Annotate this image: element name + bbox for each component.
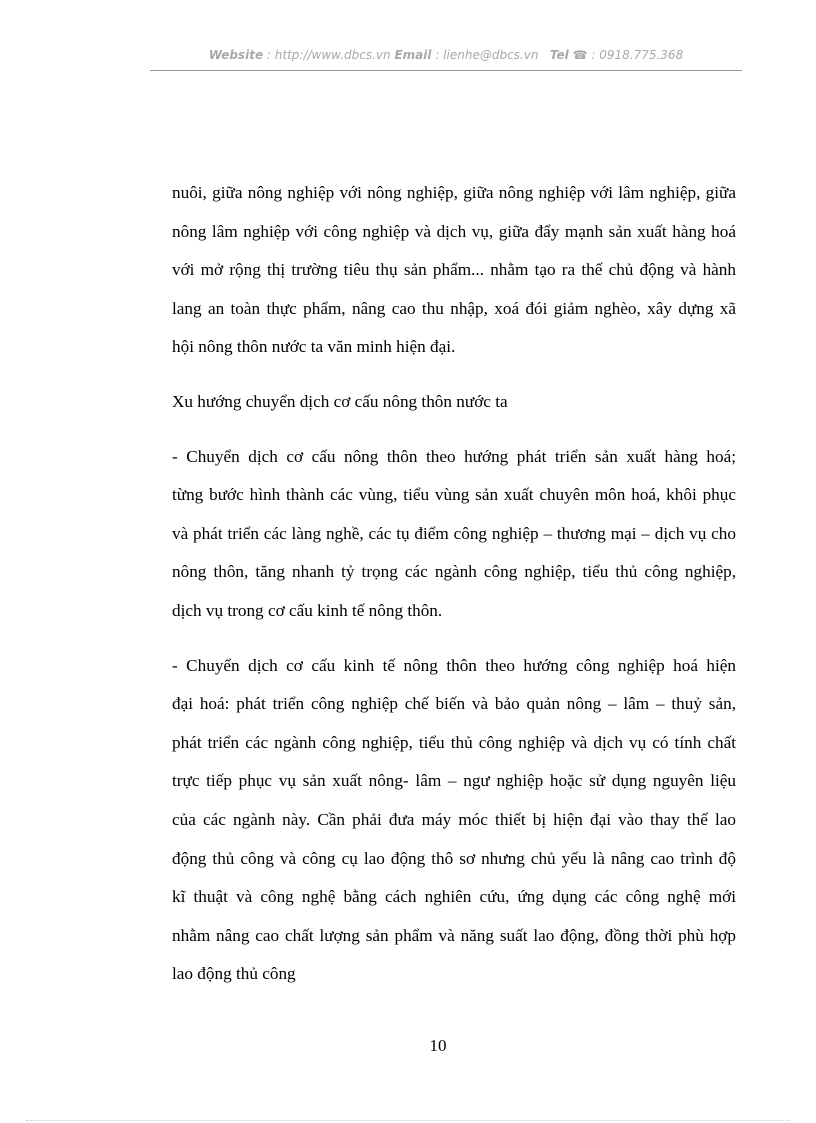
website-label: Website — [208, 48, 264, 62]
text-line: đại hoá: phát triển công nghiệp chế biến và bảo quản nông – lâm – thuỷ sản, — [172, 694, 736, 714]
paragraph — [172, 383, 736, 422]
text-line: nông lâm nghiệp với công nghiệp và dịch vụ, giữa đẩy mạnh sản xuất hàng hoá — [172, 221, 736, 241]
text-line: với mở rộng thị trường tiêu thụ sản phẩm... nhằm tạo ra thế chủ động và hành — [172, 260, 736, 280]
text-line: Xu hướng chuyển dịch cơ cấu nông thôn nước ta — [172, 391, 508, 411]
paragraph — [172, 174, 736, 367]
text-line: lao động thủ công — [172, 964, 296, 984]
text-line: nuôi, giữa nông nghiệp với nông nghiệp, giữa nông nghiệp với lâm nghiệp, giữa — [172, 183, 736, 202]
page-number: 10 — [429, 1036, 447, 1055]
email-address: : lienhe@dbcs.vn — [435, 48, 539, 62]
tel-label: Tel — [549, 48, 569, 62]
text-line: nhằm nâng cao chất lượng sản phẩm và năng suất lao động, đồng thời phù hợp — [172, 925, 736, 945]
text-line: dịch vụ trong cơ cấu kinh tế nông thôn. — [172, 600, 443, 620]
website-url: : http://www.dbcs.vn — [266, 48, 391, 62]
text-line: động thủ công và công cụ lao động thô sơ nhưng chủ yếu là nâng cao trình độ — [172, 848, 736, 868]
text-line: - Chuyển dịch cơ cấu kinh tế nông thôn theo hướng công nghiệp hoá hiện — [172, 655, 736, 675]
text-line: trực tiếp phục vụ sản xuất nông- lâm – ngư nghiệp hoặc sử dụng nguyên liệu — [172, 771, 736, 791]
email-label: Email — [394, 48, 432, 62]
text-line: và phát triển các làng nghề, các tụ điểm công nghiệp – thương mại – dịch vụ cho — [172, 523, 736, 543]
text-line: nông thôn, tăng nhanh tỷ trọng các ngành công nghiệp, tiểu thủ công nghiệp, — [172, 562, 736, 582]
page-header — [150, 48, 742, 62]
text-line: lang an toàn thực phẩm, nâng cao thu nhập, xoá đói giảm nghèo, xây dựng xã — [172, 298, 736, 318]
header-divider — [150, 70, 742, 71]
footer-divider — [26, 1120, 790, 1121]
tel-number: ☎ : 0918.775.368 — [572, 48, 684, 62]
text-line: từng bước hình thành các vùng, tiểu vùng sản xuất chuyên môn hoá, khôi phục — [172, 485, 736, 505]
text-line: phát triển các ngành công nghiệp, tiểu thủ công nghiệp và dịch vụ có tính chất — [172, 732, 736, 752]
body-text — [172, 174, 736, 994]
paragraph — [172, 438, 736, 631]
paragraph — [172, 647, 736, 994]
text-line: - Chuyển dịch cơ cấu nông thôn theo hướng phát triển sản xuất hàng hoá; — [172, 446, 736, 466]
text-line: của các ngành này. Cần phải đưa máy móc thiết bị hiện đại vào thay thế lao — [172, 809, 736, 829]
text-line: hội nông thôn nước ta văn minh hiện đại. — [172, 337, 456, 357]
text-line: kĩ thuật và công nghệ bằng cách nghiên cứu, ứng dụng các công nghệ mới — [172, 887, 736, 907]
